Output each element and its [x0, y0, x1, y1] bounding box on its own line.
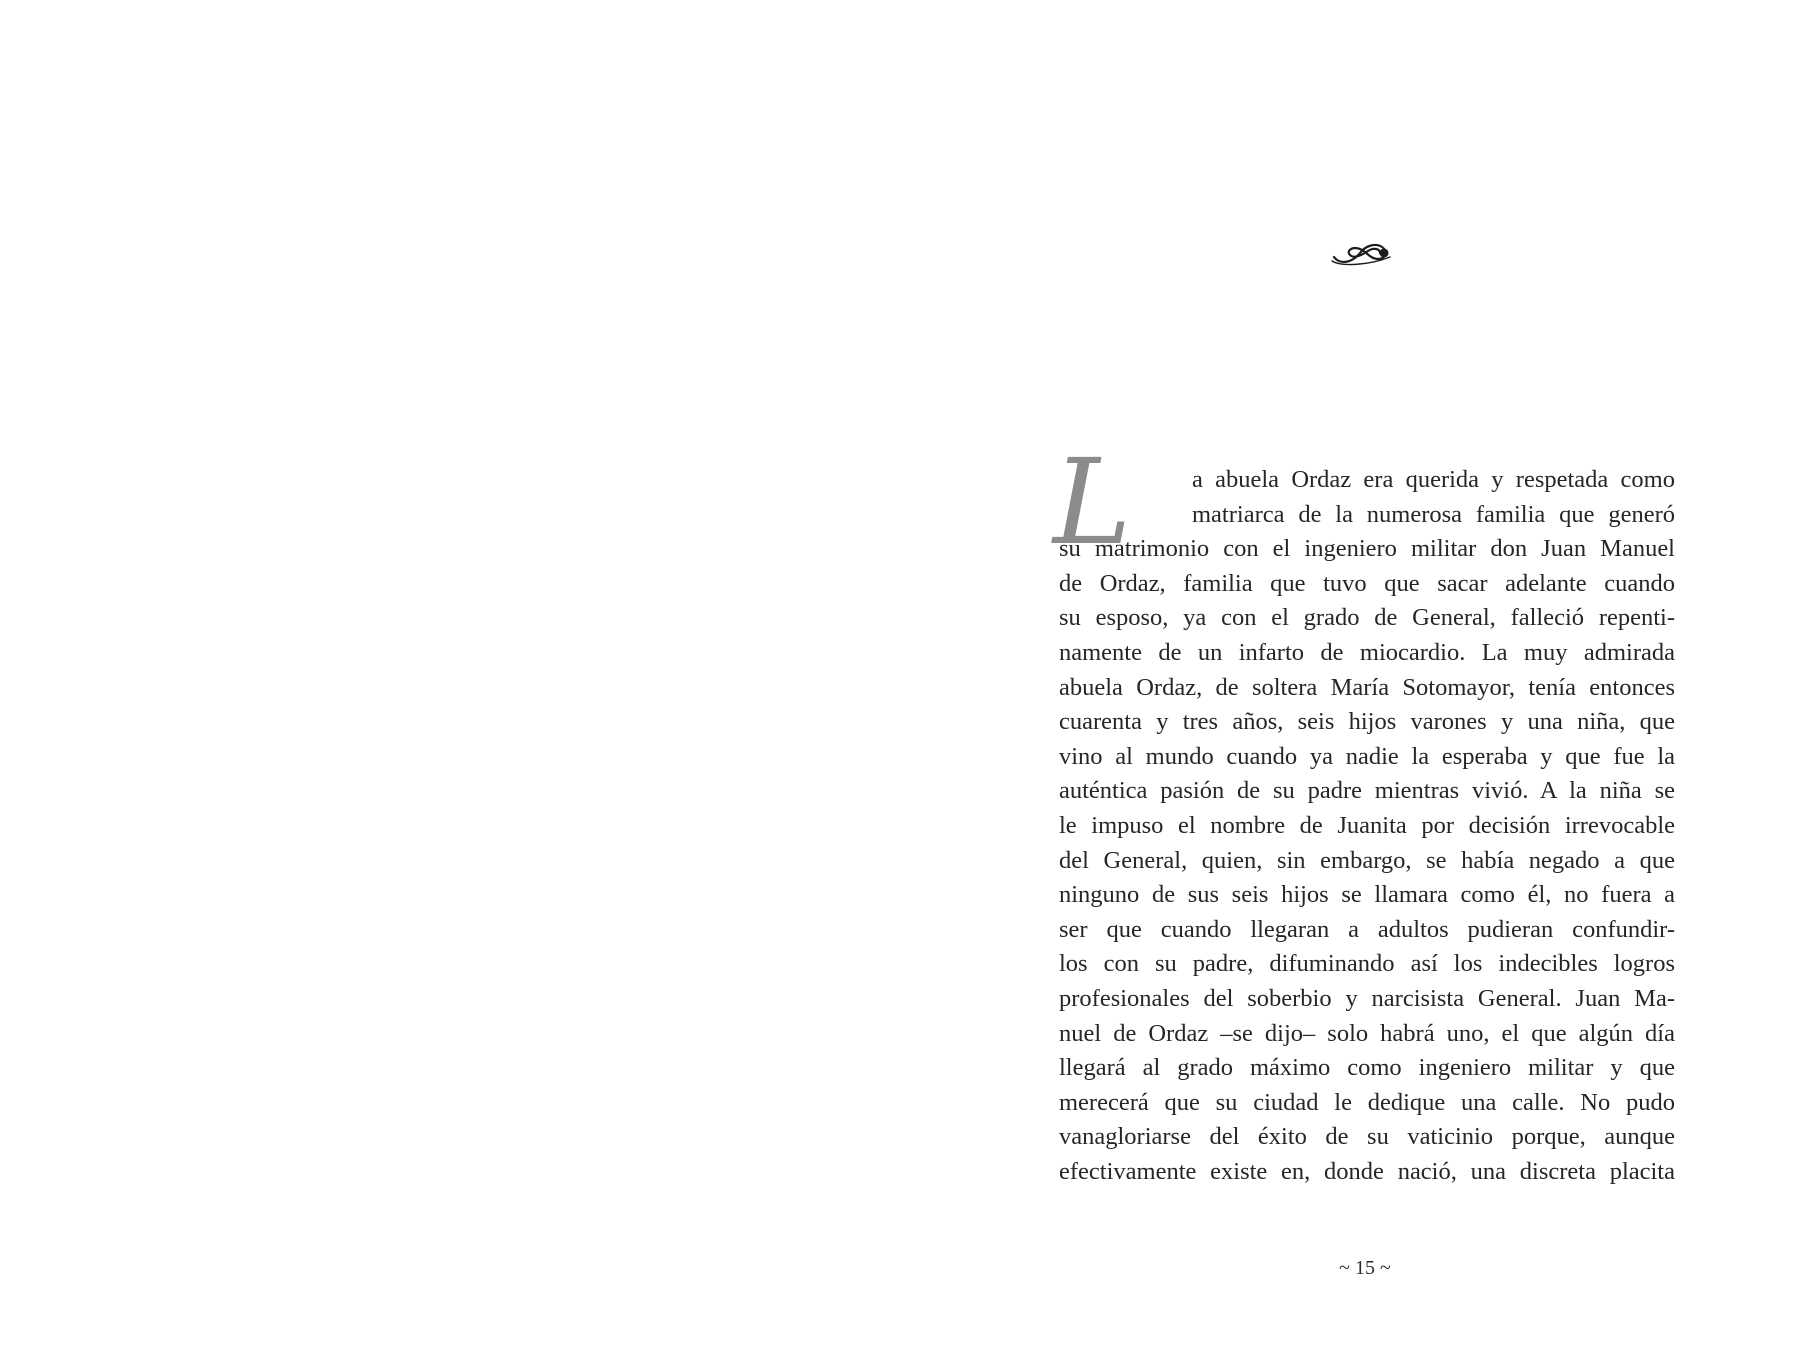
text-line: su matrimonio con el ingeniero militar don Juan Manuel — [1059, 535, 1675, 563]
text-line: profesionales del soberbio y narcisista General. Juan Ma- — [1059, 984, 1675, 1012]
text-line: ninguno de sus seis hijos se llamara como él, no fuera a — [1059, 881, 1675, 909]
text-line: namente de un infarto de miocardio. La muy admirada — [1059, 638, 1675, 666]
text-line: efectivamente existe en, donde nació, una discreta placita — [1059, 1157, 1675, 1185]
left-page-blank — [0, 0, 903, 1358]
text-line: llegará al grado máximo como ingeniero militar y que — [1059, 1054, 1675, 1082]
text-line: a abuela Ordaz era querida y respetada como — [1192, 466, 1675, 493]
text-line: del General, quien, sin embargo, se había negado a que — [1059, 846, 1675, 874]
chapter-text — [1053, 433, 1675, 1189]
text-line: nuel de Ordaz –se dijo– solo habrá uno, el que algún día — [1059, 1019, 1675, 1047]
drop-cap: L — [1053, 433, 1132, 571]
page-number: ~ 15 ~ — [1339, 1257, 1391, 1279]
text-line: matriarca de la numerosa familia que generó — [1192, 500, 1675, 528]
text-line: de Ordaz, familia que tuvo que sacar adelante cuando — [1059, 569, 1675, 597]
text-line: le impuso el nombre de Juanita por decisión irrevocable — [1059, 811, 1675, 839]
text-line: abuela Ordaz, de soltera María Sotomayor, tenía entonces — [1059, 673, 1675, 701]
text-line: merecerá que su ciudad le dedique una calle. No pudo — [1059, 1088, 1675, 1116]
text-line: auténtica pasión de su padre mientras vivió. A la niña se — [1059, 777, 1675, 805]
text-line: vanagloriarse del éxito de su vaticinio porque, aunque — [1059, 1123, 1675, 1151]
text-line: su esposo, ya con el grado de General, falleció repenti- — [1059, 604, 1675, 632]
text-line: cuarenta y tres años, seis hijos varones y una niña, que — [1059, 708, 1675, 736]
flourish-ornament-icon — [1330, 237, 1394, 267]
text-line: los con su padre, difuminando así los indecibles logros — [1059, 950, 1675, 978]
text-line: vino al mundo cuando ya nadie la esperaba y que fue la — [1059, 742, 1675, 770]
text-line: ser que cuando llegaran a adultos pudieran confundir- — [1059, 915, 1675, 943]
